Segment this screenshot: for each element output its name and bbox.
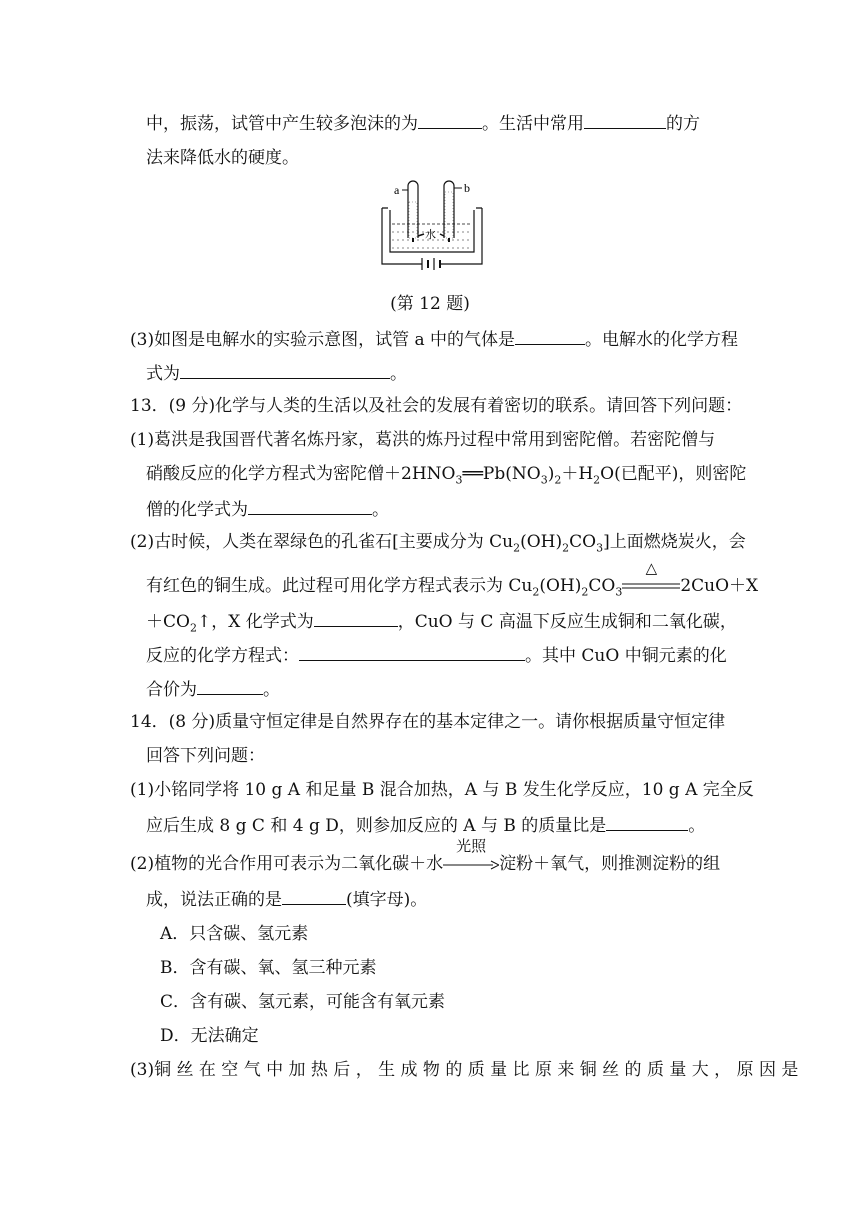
text-line: (3)如图是电解水的实验示意图，试管 a 中的气体是 。电解水的化学方程 [130, 326, 738, 352]
text-line: (1)葛洪是我国晋代著名炼丹家，葛洪的炼丹过程中常用到密陀僧。若密陀僧与 [130, 430, 716, 450]
label-b: b [464, 181, 470, 195]
question-stem: 14．(8 分)质量守恒定律是自然界存在的基本定律之一。请你根据质量守恒定律 [130, 712, 726, 732]
text-line: (2)植物的光合作用可表示为二氧化碳＋水 光照 淀粉＋氧气，则推测淀粉的组 [130, 837, 721, 874]
text-line: (2)古时候，人类在翠绿色的孔雀石[主要成分为 $Cu_2(OH)_2CO_3$]上面燃烧炭火，会 [130, 532, 746, 555]
text-line: 僧的化学式为 。 [146, 496, 389, 522]
text-line: 法来降低水的硬度。 [146, 148, 299, 168]
answer-blank [299, 642, 525, 661]
option-a: A．只含碳、氢元素 [160, 924, 309, 944]
text-line: (1)小铭同学将 10 g A 和足量 B 混合加热，A 与 B 发生化学反应，10 g A 完全反 [130, 780, 754, 800]
label-a: a [394, 183, 400, 197]
electrolysis-diagram [378, 178, 488, 279]
text-line: 中，振荡，试管中产生较多泡沫的为 。生活中常用 的方 [146, 110, 700, 136]
text-line: $+CO_2↑$，X 化学式为 ，CuO 与 C 高温下反应生成铜和二氧化碳， [146, 608, 737, 640]
text-line: 硝酸反应的化学方程式为密陀僧$+2HNO_3══Pb(NO_3)_2+H_2O$(已配平)，则密陀 [146, 464, 747, 487]
option-c: C．含有碳、氢元素，可能含有氧元素 [160, 992, 446, 1012]
label-water: 水 [425, 228, 436, 241]
answer-blank [584, 110, 666, 129]
text-line: 合价为 。 [146, 676, 280, 702]
answer-blank [418, 110, 482, 129]
option-d: D．无法确定 [160, 1026, 259, 1046]
text-line: 有红色的铜生成。此过程可用化学方程式表示为 $Cu_2(OH)_2CO_3$ △ 2CuO＋X [146, 559, 759, 599]
answer-blank [180, 360, 390, 379]
text-line: 应后生成 8 g C 和 4 g D，则参加反应的 A 与 B 的质量比是 。 [146, 812, 705, 838]
figure-caption: (第 12 题) [390, 294, 470, 314]
question-stem: 13．(9 分)化学与人类的生活以及社会的发展有着密切的联系。请回答下列问题： [130, 396, 743, 416]
answer-blank [282, 886, 346, 905]
answer-blank [197, 676, 263, 695]
light-arrow: 光照 [443, 852, 499, 876]
text-line: 成，说法正确的是 (填字母)。 [146, 886, 427, 912]
answer-blank [515, 326, 585, 345]
answer-blank [314, 608, 398, 627]
heat-equals-sign: △ [645, 559, 658, 577]
text-line: 反应的化学方程式： 。其中 CuO 中铜元素的化 [146, 642, 727, 668]
text-line: 回答下列问题： [146, 746, 265, 766]
answer-blank [248, 496, 372, 515]
answer-blank [606, 812, 688, 831]
text-line: (3)铜 丝 在 空 气 中 加 热 后 ， 生 成 物 的 质 量 比 原 来 铜 丝 的 质 量 大 ， 原 因 是 [130, 1060, 799, 1080]
option-b: B．含有碳、氧、氢三种元素 [160, 958, 377, 978]
text-line: 式为 。 [146, 360, 407, 386]
